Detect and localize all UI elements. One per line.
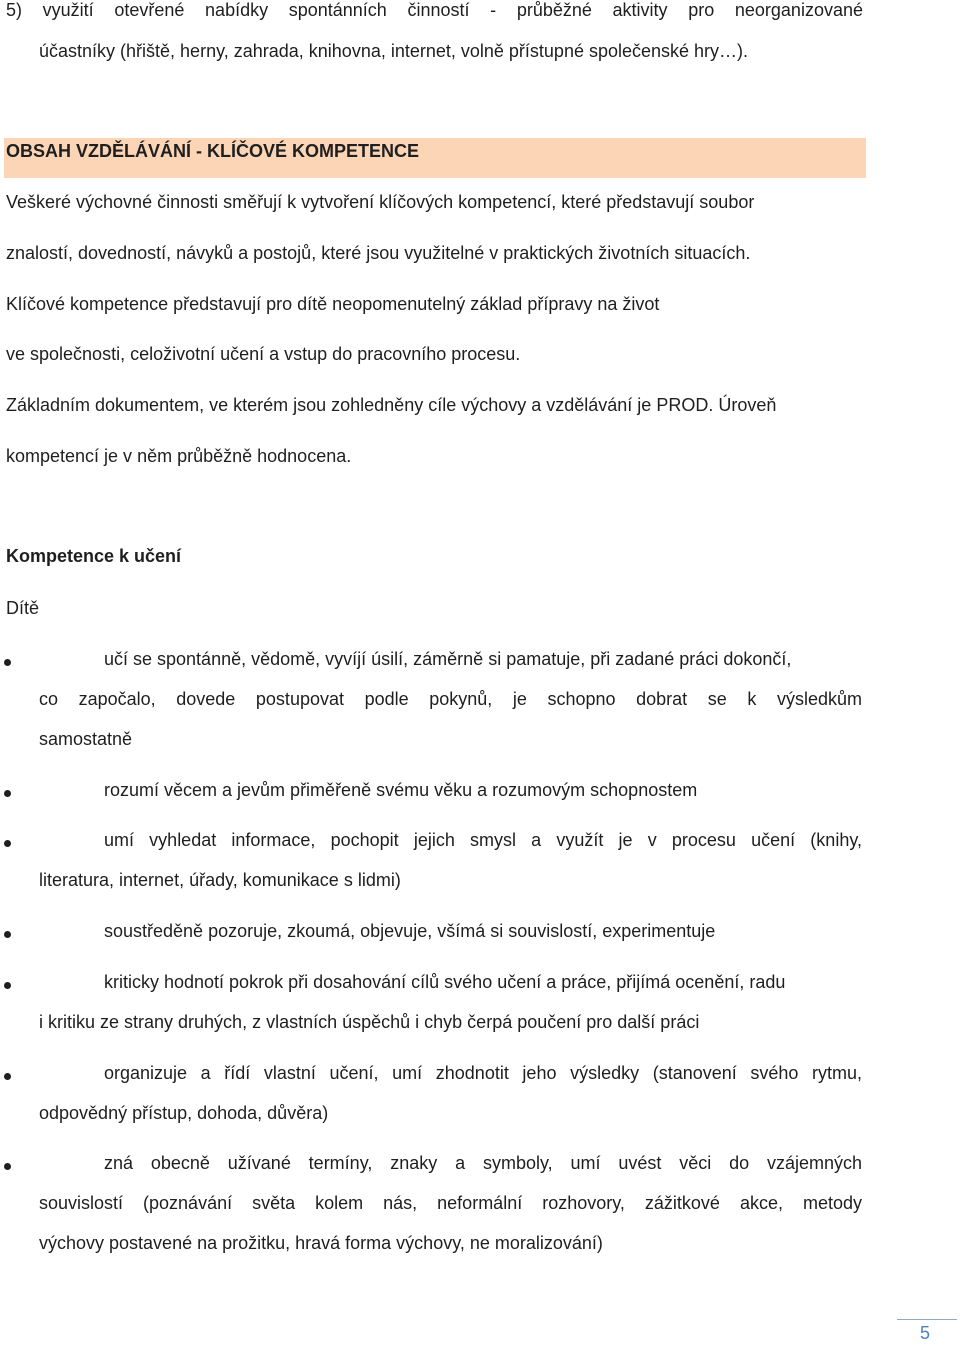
list-item-continuation: výchovy postavené na prožitku, hravá forma výchovy, ne moralizování)	[39, 1233, 603, 1253]
list-item-continuation: literatura, internet, úřady, komunikace s lidmi)	[39, 870, 401, 890]
list-item-continuation: co započalo, dovede postupovat podle pokynů, je schopno dobrat se k výsledkům	[39, 689, 862, 709]
list-item-first-line: kriticky hodnotí pokrok při dosahování cílů svého učení a práce, přijímá ocenění, radu	[104, 972, 786, 992]
footer-rule	[897, 1319, 957, 1320]
bullet-icon	[4, 1073, 11, 1080]
body-line: kompetencí je v něm průběžně hodnocena.	[6, 446, 352, 466]
competence-title: Kompetence k učení	[6, 546, 182, 566]
bullet-icon	[4, 659, 11, 666]
bullet-icon	[4, 982, 11, 989]
list-item-continuation: samostatně	[39, 729, 133, 749]
list-item-first-line: rozumí věcem a jevům přiměřeně svému věku a rozumovým schopnostem	[104, 780, 698, 800]
list-item-continuation: souvislostí (poznávání světa kolem nás, neformální rozhovory, zážitkové akce, metody	[39, 1193, 862, 1213]
body-line: znalostí, dovedností, návyků a postojů, které jsou využitelné v praktických životních situacích.	[6, 243, 751, 263]
bullet-icon	[4, 1163, 11, 1170]
list-item-continuation: odpovědný přístup, dohoda, důvěra)	[39, 1103, 329, 1123]
intro-line-2: účastníky (hřiště, herny, zahrada, knihovna, internet, volně přístupné společenské hry…).	[39, 41, 749, 61]
bullet-icon	[4, 840, 11, 847]
body-line: Veškeré výchovné činnosti směřují k vytvoření klíčových kompetencí, které představují soubor	[6, 192, 755, 212]
body-line: Základním dokumentem, ve kterém jsou zohledněny cíle výchovy a vzdělávání je PROD. Úroveň	[6, 395, 777, 415]
intro-line-1: 5) využití otevřené nabídky spontánních činností - průběžné aktivity pro neorganizované	[6, 0, 863, 20]
page-number: 5	[920, 1323, 931, 1343]
bullet-icon	[4, 931, 11, 938]
list-item-first-line: učí se spontánně, vědomě, vyvíjí úsilí, záměrně si pamatuje, při zadané práci dokončí,	[104, 649, 792, 669]
competence-subject: Dítě	[6, 598, 40, 618]
list-item-first-line: umí vyhledat informace, pochopit jejich smysl a využít je v procesu učení (knihy,	[104, 830, 862, 850]
list-item-first-line: zná obecně užívané termíny, znaky a symboly, umí uvést věci do vzájemných	[104, 1153, 862, 1173]
section-heading: OBSAH VZDĚLÁVÁNÍ - KLÍČOVÉ KOMPETENCE	[6, 141, 420, 161]
body-line: ve společnosti, celoživotní učení a vstup do pracovního procesu.	[6, 344, 521, 364]
body-line: Klíčové kompetence představují pro dítě neopomenutelný základ přípravy na život	[6, 294, 660, 314]
list-item-first-line: organizuje a řídí vlastní učení, umí zhodnotit jeho výsledky (stanovení svého rytmu,	[104, 1063, 862, 1083]
list-item-first-line: soustředěně pozoruje, zkoumá, objevuje, všímá si souvislostí, experimentuje	[104, 921, 716, 941]
list-item-continuation: i kritiku ze strany druhých, z vlastních úspěchů i chyb čerpá poučení pro další práci	[39, 1012, 700, 1032]
bullet-icon	[4, 790, 11, 797]
